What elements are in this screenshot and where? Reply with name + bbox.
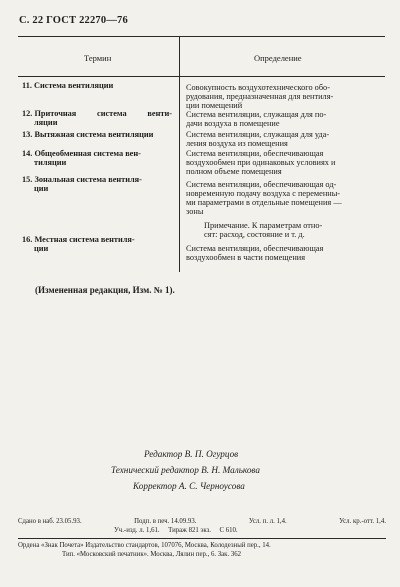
table-top-rule [18, 36, 385, 37]
column-header-term: Термин [84, 53, 112, 63]
term-14: 14. Общеобменная система вен- тиляции [22, 149, 141, 167]
definition-13: Система вентиляции, служащая для уда- ления воздуха из помещения [186, 130, 330, 148]
page-header: С. 22 ГОСТ 22270—76 [19, 15, 128, 26]
table-header-rule [18, 76, 385, 77]
imprint-line-2: Уч.-изд. л. 1,61. Тираж 821 экз. С 610. [114, 527, 238, 534]
term-12: 12. Приточная система венти- ляции [22, 109, 172, 127]
term-11: 11. Система вентиляции [22, 81, 114, 90]
imprint-line-1: Сдано в наб. 23.05.93. Подп. в печ. 14.09.93. Усл. п. л. 1,4. Усл. кр.-отт. 1,4. [18, 518, 386, 525]
tech-editor-credit: Технический редактор В. Н. Малькова [111, 465, 260, 475]
term-15: 15. Зональная система вентиля- ции [22, 175, 142, 193]
definition-15-note: Примечание. К параметрам отно- сят: расход, состояние и т. д. [204, 221, 323, 239]
imprint-line-4: Тип. «Московский печатник». Москва, Лялин пер., 6. Зак. 362 [62, 551, 242, 558]
definition-14: Система вентиляции, обеспечивающая воздухообмен при одинаковых условиях и полном объеме помещения [186, 149, 336, 176]
term-16: 16. Местная система вентиля- ции [22, 235, 135, 253]
table-column-divider [179, 36, 180, 272]
term-13: 13. Вытяжная система вентиляции [22, 130, 154, 139]
proofreader-credit: Корректор А. С. Черноусова [133, 481, 245, 491]
amendment-note: (Измененная редакция, Изм. № 1). [35, 285, 175, 295]
definition-12: Система вентиляции, служащая для по- дачи воздуха в помещение [186, 110, 327, 128]
editor-credit: Редактор В. П. Огурцов [144, 449, 239, 459]
definition-15: Система вентиляции, обеспечивающая од- новременную подачу воздуха с переменны- ми параметрами в отдельные помещения — зоны [186, 180, 342, 216]
definition-11: Совокупность воздухотехнического обо- рудования, предназначенная для вентиля- ции помещений [186, 83, 334, 110]
imprint-line-3: Ордена «Знак Почета» Издательство стандартов, 107076, Москва, Колодезный пер., 14. [18, 542, 271, 549]
definition-16: Система вентиляции, обеспечивающая воздухообмен в части помещения [186, 244, 324, 262]
column-header-definition: Определение [254, 53, 302, 63]
imprint-rule [18, 538, 386, 539]
